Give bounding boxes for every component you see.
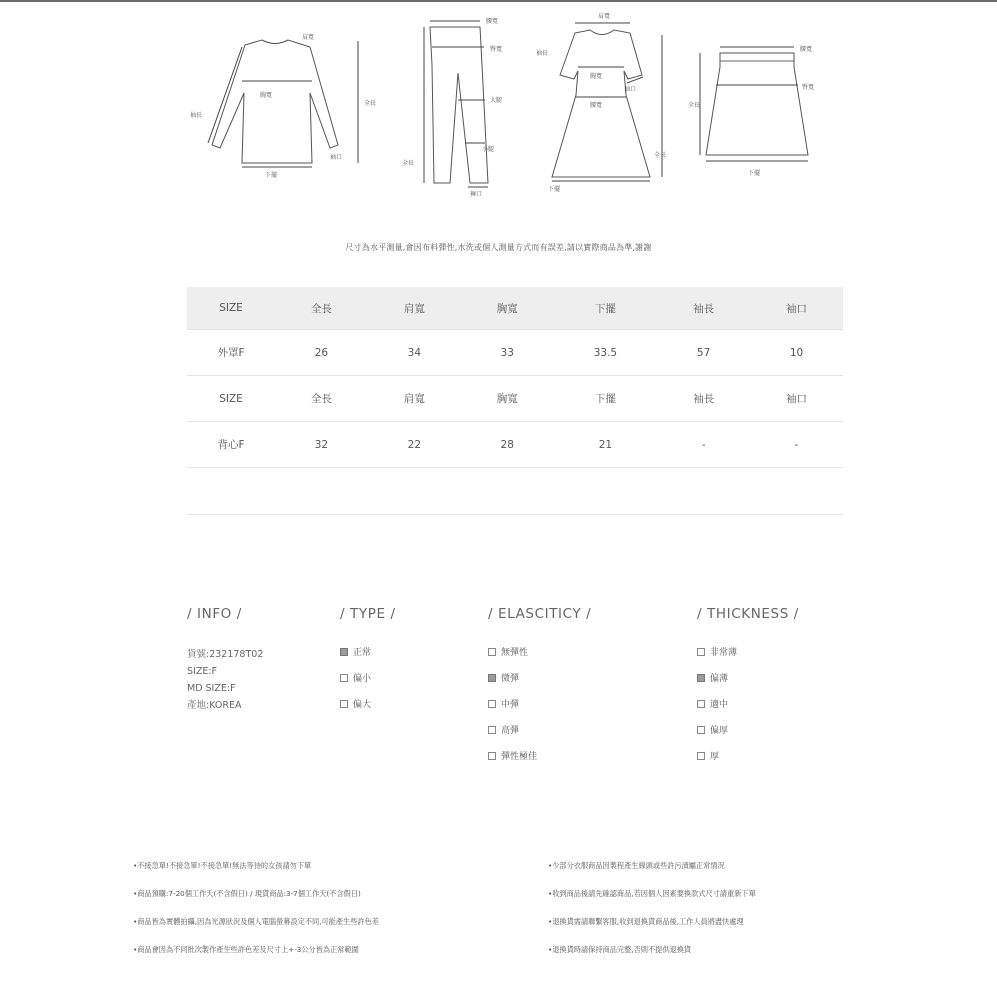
table-cell: -	[750, 422, 843, 468]
header-cell: 全長	[275, 376, 368, 422]
type-option	[340, 646, 396, 672]
thickness-option	[697, 698, 799, 724]
size-table-header	[187, 287, 843, 330]
empty-cell	[657, 468, 750, 515]
header-cell: 袖口	[750, 287, 843, 330]
dress-label-chest: 胸寬	[590, 73, 603, 80]
measurement-diagrams	[180, 5, 860, 200]
option-label: 正常	[353, 648, 372, 658]
size-table-subheader	[187, 376, 843, 422]
size-table	[187, 287, 843, 515]
option-label: 高彈	[501, 726, 520, 736]
skirt-label-hip: 臀寬	[802, 84, 815, 91]
checkbox-icon	[488, 726, 496, 734]
type-section	[340, 606, 396, 724]
header-cell: 胸寬	[461, 287, 554, 330]
option-label: 中彈	[501, 700, 520, 710]
table-cell: 22	[368, 422, 461, 468]
elasticity-title: / ELASCITICY /	[488, 606, 592, 622]
notes-right	[548, 860, 756, 972]
info-line: 貨號:232178T02	[187, 649, 264, 660]
header-cell: 全長	[275, 287, 368, 330]
table-cell: 外罩F	[187, 330, 275, 376]
info-title: / INFO /	[187, 606, 242, 622]
header-cell: 袖長	[657, 376, 750, 422]
pants-label-hip: 臀寬	[490, 46, 503, 53]
thickness-option	[697, 646, 799, 672]
empty-cell	[750, 468, 843, 515]
table-cell: -	[657, 422, 750, 468]
pants-label-calf: 小腿	[482, 146, 495, 153]
dress-label-cuff: 袖口	[624, 86, 637, 93]
note-line: •商品預購:7-20個工作天(不含假日) / 現貨商品:3-7個工作天(不含假日)	[133, 889, 361, 898]
top-label-chest: 胸寬	[260, 92, 273, 99]
measurement-note: 尺寸為水平測量,會因布料彈性,水洗或個人測量方式而有誤差,請以實際商品為準,謝謝	[345, 243, 652, 252]
top-label-shoulder: 肩寬	[302, 34, 315, 41]
checkbox-icon	[697, 648, 705, 656]
header-cell: 袖口	[750, 376, 843, 422]
option-label: 偏厚	[710, 726, 729, 736]
type-option	[340, 698, 396, 724]
table-cell: 28	[461, 422, 554, 468]
notes-left	[133, 860, 379, 972]
note-line: •退換貨時請保持商品完整,否則不提供退換貨	[548, 945, 692, 954]
option-label: 偏小	[353, 674, 372, 684]
top-label-hem: 下擺	[265, 172, 278, 179]
top-label-cuff: 袖口	[330, 154, 343, 161]
empty-cell	[368, 468, 461, 515]
type-title: / TYPE /	[340, 606, 396, 622]
elasticity-option	[488, 724, 591, 750]
table-row-empty	[187, 468, 843, 515]
table-cell: 32	[275, 422, 368, 468]
info-line: MD SIZE:F	[187, 683, 236, 694]
header-cell: 袖長	[657, 287, 750, 330]
table-cell: 33.5	[554, 330, 657, 376]
thickness-option	[697, 724, 799, 750]
top-label-length: 全長	[364, 100, 377, 107]
table-cell: 57	[657, 330, 750, 376]
header-cell: 下擺	[554, 287, 657, 330]
note-line: •退換貨需請聯繫客服,收到退換貨商品後,工作人員將盡快處理	[548, 917, 744, 926]
note-line: •少部分衣服商品因製程產生線頭或些許污漬屬正常情況	[548, 861, 725, 870]
checkbox-icon	[488, 648, 496, 656]
thickness-title: / THICKNESS /	[697, 606, 799, 622]
skirt-label-waist: 腰寬	[800, 46, 813, 53]
option-label: 適中	[710, 700, 729, 710]
header-cell: 胸寬	[461, 376, 554, 422]
pants-label-thigh: 大腿	[490, 97, 503, 104]
option-label: 偏大	[353, 700, 372, 710]
elasticity-section	[488, 606, 591, 776]
info-line: 產地:KOREA	[187, 700, 242, 711]
checkbox-icon	[697, 752, 705, 760]
pants-label-length: 全長	[402, 160, 415, 167]
skirt-label-hem: 下擺	[748, 170, 761, 177]
dress-label-waist: 腰寬	[590, 102, 603, 109]
table-cell: 34	[368, 330, 461, 376]
option-label: 偏薄	[710, 674, 729, 684]
checkbox-icon	[340, 700, 348, 708]
checkbox-icon	[697, 674, 705, 682]
thickness-section	[697, 606, 799, 776]
header-cell: 肩寬	[368, 287, 461, 330]
type-option	[340, 672, 396, 698]
table-row	[187, 330, 843, 376]
note-line: •收到商品後請先確認商品,若因個人因素要換款式尺寸請重新下單	[548, 889, 756, 898]
option-label: 微彈	[501, 674, 520, 684]
empty-cell	[275, 468, 368, 515]
note-line: •商品皆為實體拍攝,因為光源狀況及個人電腦螢幕設定不同,可能產生些許色差	[133, 917, 379, 926]
checkbox-icon	[697, 700, 705, 708]
dress-label-shoulder: 肩寬	[598, 13, 611, 20]
pants-label-hem: 褲口	[470, 191, 483, 198]
elasticity-option	[488, 698, 591, 724]
dress-label-length: 全長	[654, 152, 667, 159]
table-row	[187, 422, 843, 468]
top-label-sleeve: 袖長	[190, 112, 203, 119]
dress-label-hem: 下擺	[548, 186, 561, 193]
note-line: •商品會因為不同批次製作產生些許色差及尺寸上+-3公分皆為正常範圍	[133, 945, 359, 954]
thickness-option	[697, 750, 799, 776]
checkbox-icon	[697, 726, 705, 734]
header-cell: SIZE	[187, 287, 275, 330]
top-divider	[0, 0, 997, 2]
empty-cell	[187, 468, 275, 515]
pants-label-waist: 腰寬	[486, 18, 499, 25]
info-line: SIZE:F	[187, 666, 218, 677]
elasticity-option	[488, 646, 591, 672]
table-cell: 10	[750, 330, 843, 376]
garment-diagrams-svg	[180, 5, 860, 200]
elasticity-option	[488, 750, 591, 776]
option-label: 無彈性	[501, 648, 529, 658]
table-cell: 33	[461, 330, 554, 376]
table-cell: 26	[275, 330, 368, 376]
checkbox-icon	[488, 674, 496, 682]
checkbox-icon	[488, 700, 496, 708]
header-cell: 下擺	[554, 376, 657, 422]
pants-diagram	[424, 21, 488, 187]
thickness-option	[697, 672, 799, 698]
dress-label-sleeve: 袖長	[536, 50, 549, 57]
table-cell: 背心F	[187, 422, 275, 468]
skirt-label-length: 全長	[688, 102, 701, 109]
elasticity-option	[488, 672, 591, 698]
top-diagram	[208, 40, 358, 167]
header-cell: SIZE	[187, 376, 275, 422]
empty-cell	[461, 468, 554, 515]
option-label: 非常薄	[710, 648, 738, 658]
option-label: 彈性極佳	[501, 752, 538, 762]
checkbox-icon	[488, 752, 496, 760]
info-section	[187, 606, 263, 714]
empty-cell	[554, 468, 657, 515]
skirt-diagram	[700, 47, 808, 161]
checkbox-icon	[340, 648, 348, 656]
checkbox-icon	[340, 674, 348, 682]
note-line: •不接急單!不接急單!不接急單!無法等待的女孩請勿下單	[133, 861, 312, 870]
option-label: 厚	[710, 752, 720, 762]
dress-diagram	[552, 23, 662, 181]
table-cell: 21	[554, 422, 657, 468]
header-cell: 肩寬	[368, 376, 461, 422]
